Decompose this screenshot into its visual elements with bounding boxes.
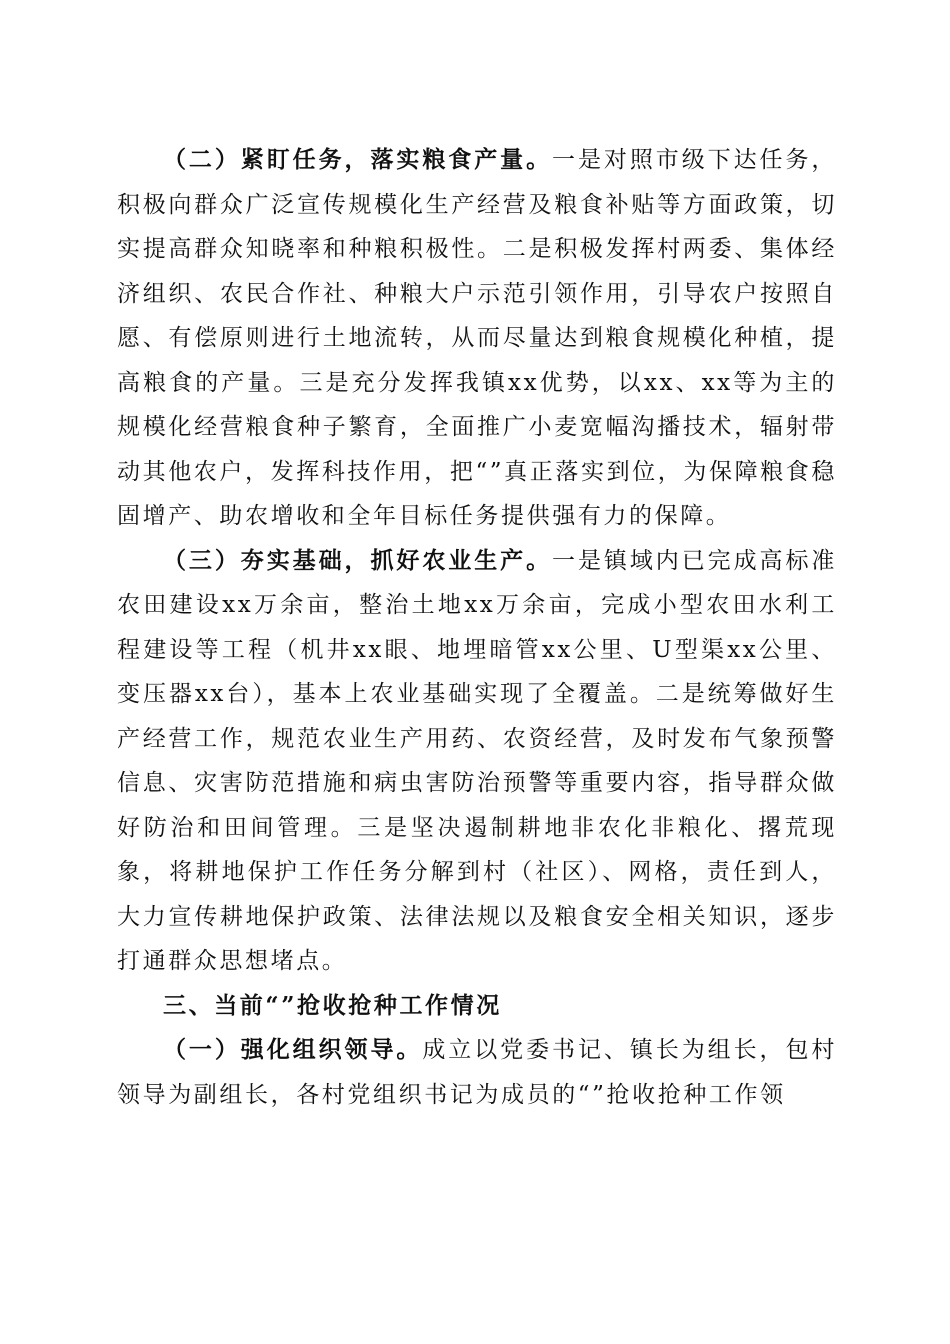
section-heading: 三、当前“”抢收抢种工作情况 — [163, 991, 502, 1019]
paragraph-text: 成立以党委书记、镇长为组长，包村领导为副组长，各村党组织书记为成员的“”抢收抢种工作领 — [117, 1037, 837, 1108]
paragraph-lead: （二）紧盯任务，落实粮食产量。 — [163, 146, 553, 173]
document-body — [117, 138, 837, 1117]
paragraph-agri-production — [117, 539, 837, 984]
paragraph-organization — [117, 1028, 837, 1117]
paragraph-lead: （三）夯实基础，抓好农业生产。 — [163, 546, 553, 574]
paragraph-text: 一是对照市级下达任务，积极向群众广泛宣传规模化生产经营及粮食补贴等方面政策，切实提高群众知晓率和种粮积极性。二是积极发挥村两委、集体经济组织、农民合作社、种粮大户示范引领作用，引导农户按照自愿、有偿原则进行土地流转，从而尽量达到粮食规模化种植，提高粮食的产量。三是充分发挥我镇xx优势，以xx、xx等为主的规模化经营粮食种子繁育，全面推广小麦宽幅沟播技术，辐射带动其他农户，发挥科技作用，把“”真正落实到位，为保障粮食稳固增产、助农增收和全年目标任务提供强有力的保障。 — [117, 147, 838, 529]
paragraph-text: 一是镇域内已完成高标准农田建设xx万余亩，整治土地xx万余亩，完成小型农田水利工程建设等工程（机井xx眼、地埋暗管xx公里、U型渠xx公里、变压器xx台），基本上农业基础实现了全覆盖。二是统筹做好生产经营工作，规范农业生产用药、农资经营，及时发布气象预警信息、灾害防范措施和病虫害防治预警等重要内容，指导群众做好防治和田间管理。三是坚决遏制耕地非农化非粮化、撂荒现象，将耕地保护工作任务分解到村（社区）、网格，责任到人，大力宣传耕地保护政策、法律法规以及粮食安全相关知识，逐步打通群众思想堵点。 — [117, 547, 838, 974]
paragraph-lead: （一）强化组织领导。 — [163, 1036, 423, 1063]
paragraph-grain-output — [117, 138, 837, 539]
